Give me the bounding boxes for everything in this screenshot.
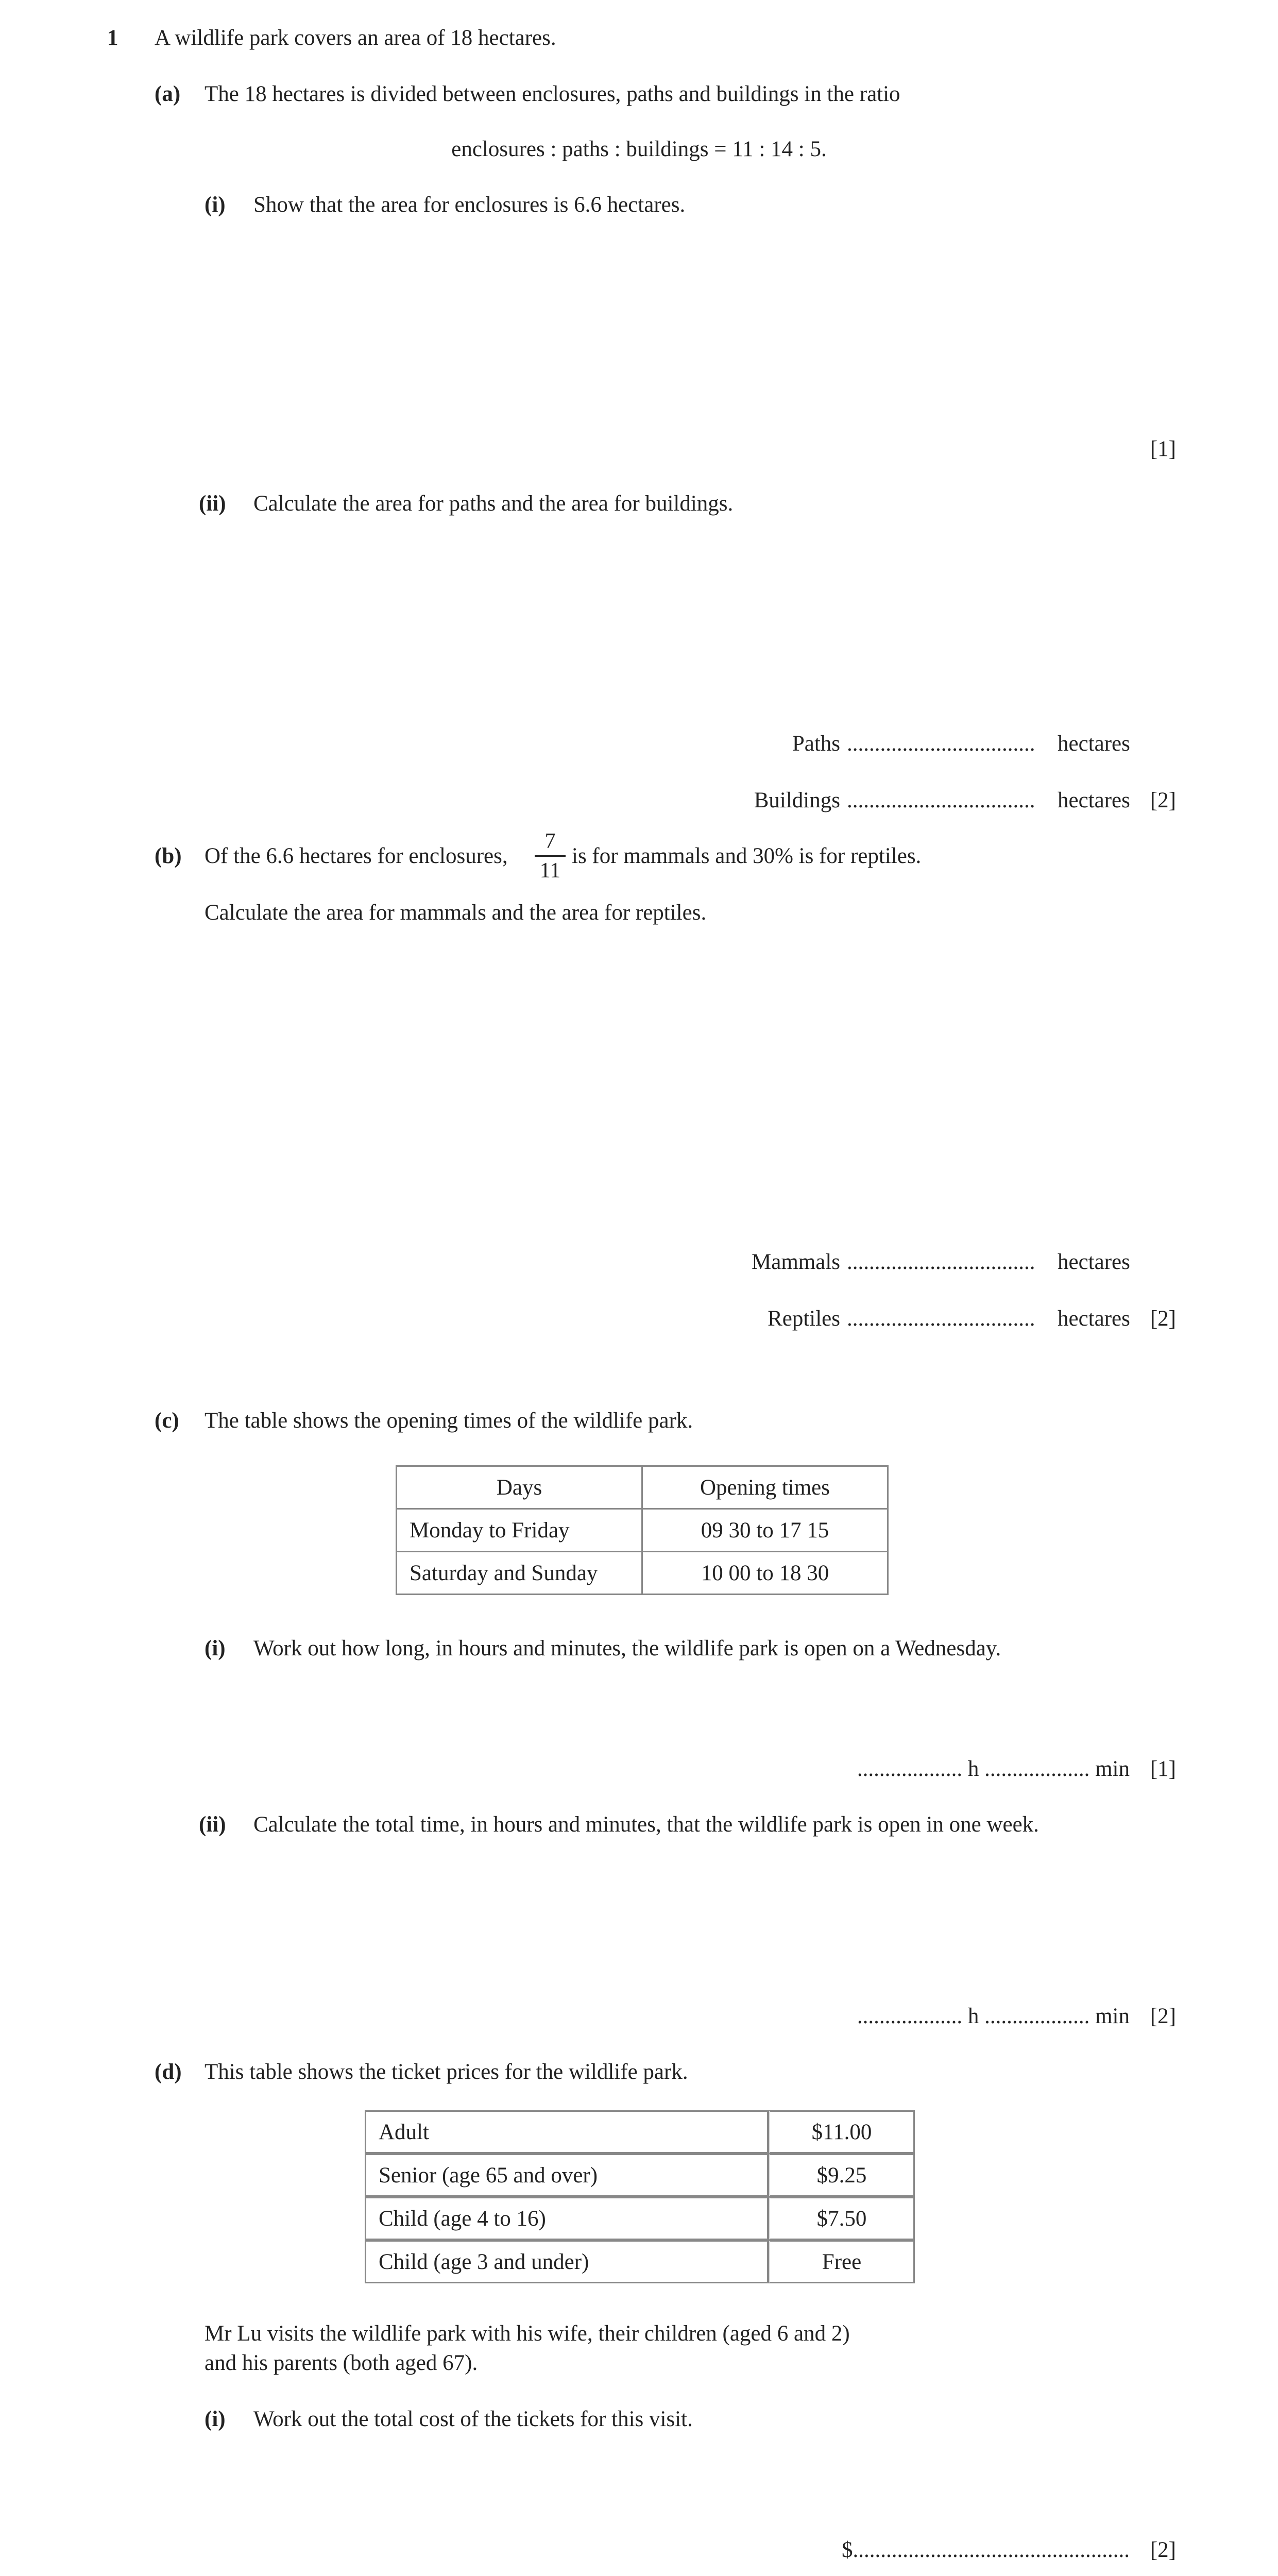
paths-answer-line[interactable]: .................................. bbox=[847, 732, 1035, 756]
ticket-price: $7.50 bbox=[769, 2197, 915, 2240]
fraction-seven-elevenths bbox=[535, 831, 566, 882]
fraction-bar bbox=[535, 855, 566, 857]
part-b-label: (b) bbox=[155, 844, 182, 868]
question-intro: A wildlife park covers an area of 18 hectares. bbox=[155, 26, 556, 50]
part-c-label: (c) bbox=[155, 1409, 179, 1433]
ticket-price: Free bbox=[769, 2240, 915, 2283]
table-cell-days: Saturday and Sunday bbox=[397, 1552, 642, 1595]
part-d-context-line2: and his parents (both aged 67). bbox=[205, 2351, 478, 2375]
part-a-i-text: Show that the area for enclosures is 6.6 hectares. bbox=[253, 193, 686, 217]
part-a-text: The 18 hectares is divided between enclosures, paths and buildings in the ratio bbox=[205, 82, 900, 106]
paths-answer-label: Paths bbox=[792, 732, 840, 756]
part-d-i-answer-line[interactable]: $.................................................. bbox=[842, 2538, 1130, 2562]
table-cell-times: 10 00 to 18 30 bbox=[642, 1552, 888, 1595]
part-d-context-line1: Mr Lu visits the wildlife park with his wife, their children (aged 6 and 2) bbox=[205, 2321, 850, 2346]
part-b-text2: Calculate the area for mammals and the area for reptiles. bbox=[205, 901, 707, 925]
part-b-text-after: is for mammals and 30% is for reptiles. bbox=[572, 844, 922, 868]
table-row bbox=[365, 2240, 915, 2283]
fraction-numerator: 7 bbox=[544, 829, 556, 853]
paths-unit: hectares bbox=[1058, 732, 1130, 756]
table-row bbox=[365, 2110, 915, 2154]
part-a-ii-text: Calculate the area for paths and the area for buildings. bbox=[253, 492, 734, 516]
buildings-unit: hectares bbox=[1058, 788, 1130, 812]
part-c-i-label: (i) bbox=[205, 1636, 226, 1660]
table-row bbox=[365, 2197, 915, 2240]
table-cell-days: Monday to Friday bbox=[397, 1509, 642, 1552]
ticket-type: Child (age 4 to 16) bbox=[365, 2197, 769, 2240]
part-c-ii-label: (ii) bbox=[199, 1812, 226, 1837]
opening-times-table bbox=[396, 1465, 889, 1595]
reptiles-answer-line[interactable]: .................................. bbox=[847, 1307, 1035, 1331]
part-d-i-marks: [2] bbox=[1150, 2538, 1176, 2562]
table-header-row bbox=[397, 1466, 888, 1509]
part-b-marks: [2] bbox=[1150, 1307, 1176, 1331]
part-a-label: (a) bbox=[155, 82, 181, 106]
reptiles-unit: hectares bbox=[1058, 1307, 1130, 1331]
table-row bbox=[397, 1509, 888, 1552]
ticket-price: $9.25 bbox=[769, 2154, 915, 2197]
ratio-statement: enclosures : paths : buildings = 11 : 14 : 5. bbox=[451, 137, 827, 161]
part-a-ii-label: (ii) bbox=[199, 492, 226, 516]
table-cell-times: 09 30 to 17 15 bbox=[642, 1509, 888, 1552]
mammals-answer-line[interactable]: .................................. bbox=[847, 1250, 1035, 1274]
part-d-i-label: (i) bbox=[205, 2407, 226, 2431]
ticket-type: Adult bbox=[365, 2110, 769, 2154]
header-opening-times: Opening times bbox=[642, 1466, 888, 1509]
mammals-answer-label: Mammals bbox=[752, 1250, 840, 1274]
header-days: Days bbox=[397, 1466, 642, 1509]
buildings-answer-label: Buildings bbox=[754, 788, 840, 812]
part-a-i-label: (i) bbox=[205, 193, 226, 217]
mammals-unit: hectares bbox=[1058, 1250, 1130, 1274]
part-d-label: (d) bbox=[155, 2060, 182, 2084]
ticket-prices-table bbox=[365, 2110, 915, 2283]
part-c-text: The table shows the opening times of the wildlife park. bbox=[205, 1409, 693, 1433]
part-c-i-answer-line[interactable]: ................... h ................... min bbox=[857, 1757, 1130, 1781]
part-a-i-marks: [1] bbox=[1150, 437, 1176, 461]
question-number: 1 bbox=[107, 26, 118, 50]
part-c-ii-text: Calculate the total time, in hours and minutes, that the wildlife park is open in one week. bbox=[253, 1812, 1039, 1837]
buildings-answer-line[interactable]: .................................. bbox=[847, 788, 1035, 812]
reptiles-answer-label: Reptiles bbox=[768, 1307, 840, 1331]
part-c-i-marks: [1] bbox=[1150, 1757, 1176, 1781]
part-d-text: This table shows the ticket prices for the wildlife park. bbox=[205, 2060, 688, 2084]
table-row bbox=[397, 1552, 888, 1595]
part-d-i-text: Work out the total cost of the tickets for this visit. bbox=[253, 2407, 693, 2431]
ticket-type: Child (age 3 and under) bbox=[365, 2240, 769, 2283]
part-b-text-before: Of the 6.6 hectares for enclosures, bbox=[205, 844, 508, 868]
ticket-type: Senior (age 65 and over) bbox=[365, 2154, 769, 2197]
fraction-denominator: 11 bbox=[539, 859, 561, 883]
part-a-ii-marks: [2] bbox=[1150, 788, 1176, 812]
part-c-ii-marks: [2] bbox=[1150, 2004, 1176, 2028]
part-c-ii-answer-line[interactable]: ................... h ................... min bbox=[857, 2004, 1130, 2028]
ticket-price: $11.00 bbox=[769, 2110, 915, 2154]
part-c-i-text: Work out how long, in hours and minutes, the wildlife park is open on a Wednesday. bbox=[253, 1636, 1001, 1660]
table-row bbox=[365, 2154, 915, 2197]
